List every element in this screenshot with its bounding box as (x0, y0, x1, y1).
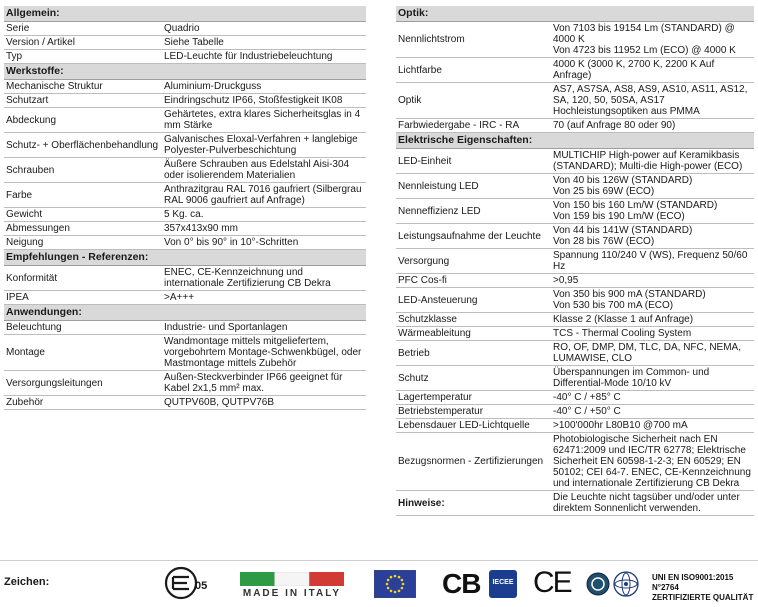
spec-label: Zubehör (4, 396, 162, 410)
left-spec-table (4, 6, 366, 410)
spec-value: Spannung 110/240 V (WS), Frequenz 50/60 Hz (551, 249, 754, 274)
spec-label: Mechanische Struktur (4, 80, 162, 94)
spec-row (396, 274, 754, 288)
cb-mark: CB (442, 568, 481, 599)
spec-row (396, 491, 754, 516)
spec-value: Gehärtetes, extra klares Sicherheitsglas in 4 mm Stärke (162, 108, 366, 133)
spec-value: Die Leuchte nicht tagsüber und/oder unter direktem Sonnenlicht verwenden. (551, 491, 754, 516)
spec-row (4, 36, 366, 50)
iecee-text: IECEE (492, 579, 514, 586)
spec-row (396, 22, 754, 58)
spec-value: 4000 K (3000 K, 2700 K, 2200 K Auf Anfrage) (551, 58, 754, 83)
footer-divider (0, 560, 758, 561)
spec-label: Lichtfarbe (396, 58, 551, 83)
spec-row (4, 183, 366, 208)
spec-value: QUTPV60B, QUTPV76B (162, 396, 366, 410)
spec-value: 357x413x90 mm (162, 222, 366, 236)
spec-value: MULTICHIP High-power auf Keramikbasis (STANDARD); Multi-die High-power (ECO) (551, 149, 754, 174)
spec-value: Aluminium-Druckguss (162, 80, 366, 94)
section-title: Allgemein: (4, 6, 366, 22)
signs-label: Zeichen: (4, 576, 50, 588)
iecee-mark (489, 570, 517, 598)
spec-row (396, 58, 754, 83)
spec-row (4, 108, 366, 133)
spec-label: Schutz (396, 366, 551, 391)
spec-value: Von 0° bis 90° in 10°-Schritten (162, 236, 366, 250)
spec-label: Betrieb (396, 341, 551, 366)
spec-row (396, 199, 754, 224)
spec-row (396, 224, 754, 249)
section-header (4, 64, 366, 80)
spec-row (396, 405, 754, 419)
spec-label: Betriebstemperatur (396, 405, 551, 419)
spec-row (4, 335, 366, 371)
spec-value: 70 (auf Anfrage 80 oder 90) (551, 119, 754, 133)
spec-row (396, 288, 754, 313)
spec-label: Schutz- + Oberflächenbehandlung (4, 133, 162, 158)
spec-value: RO, OF, DMP, DM, TLC, DA, NFC, NEMA, LUMAWISE, CLO (551, 341, 754, 366)
spec-row (396, 149, 754, 174)
spec-value: Von 350 bis 900 mA (STANDARD) Von 530 bis 700 mA (ECO) (551, 288, 754, 313)
spec-row (396, 119, 754, 133)
spec-label: Farbwiedergabe - IRC - RA (396, 119, 551, 133)
spec-value: >0,95 (551, 274, 754, 288)
spec-label: Typ (4, 50, 162, 64)
spec-value: Äußere Schrauben aus Edelstahl Aisi-304 oder isolierendem Materialien (162, 158, 366, 183)
spec-row (4, 80, 366, 94)
spec-label: Bezugsnormen - Zertifizierungen (396, 433, 551, 491)
section-header (396, 6, 754, 22)
spec-value: Wandmontage mittels mitgeliefertem, vorgebohrtem Montage-Schwenkbügel, oder Mastmontage mittels Zubehör (162, 335, 366, 371)
right-table (396, 6, 754, 516)
spec-value: -40° C / +50° C (551, 405, 754, 419)
spec-label: IPEA (4, 291, 162, 305)
spec-value: >100'000hr L80B10 @700 mA (551, 419, 754, 433)
section-header (4, 6, 366, 22)
spec-row (4, 396, 366, 410)
italy-flag-icon (240, 572, 344, 586)
spec-label: Abdeckung (4, 108, 162, 133)
spec-row (4, 222, 366, 236)
spec-label: Version / Artikel (4, 36, 162, 50)
spec-row (396, 419, 754, 433)
spec-value: Quadrio (162, 22, 366, 36)
ce-mark: CE (533, 566, 571, 599)
spec-value: Außen-Steckverbinder IP66 geeignet für Kabel 2x1,5 mm² max. (162, 371, 366, 396)
spec-label: Optik (396, 83, 551, 119)
section-header (4, 305, 366, 321)
spec-label: LED-Einheit (396, 149, 551, 174)
spec-value: Von 150 bis 160 Lm/W (STANDARD) Von 159 bis 190 Lm/W (ECO) (551, 199, 754, 224)
spec-value: Von 7103 bis 19154 Lm (STANDARD) @ 4000 K Von 4723 bis 11952 Lm (ECO) @ 4000 K (551, 22, 754, 58)
section-title: Werkstoffe: (4, 64, 366, 80)
made-in-italy-text: MADE IN ITALY (242, 588, 342, 599)
spec-row (4, 133, 366, 158)
section-title: Empfehlungen - Referenzen: (4, 250, 366, 266)
spec-label: Farbe (4, 183, 162, 208)
spec-label: Versorgungsleitungen (4, 371, 162, 396)
spec-row (4, 321, 366, 335)
section-title: Optik: (396, 6, 754, 22)
spec-row (4, 208, 366, 222)
section-title: Anwendungen: (4, 305, 366, 321)
spec-value: Siehe Tabelle (162, 36, 366, 50)
spec-value: Photobiologische Sicherheit nach EN 62471:2009 und IEC/TR 62778; Elektrische Sicherheit EN 60598-1-2-3; EN 60529; EN 50102; CEI 64-7. ENEC, CE-Kennzeichnung und internationale Zertifizierung CB Dekra (551, 433, 754, 491)
spec-value: LED-Leuchte für Industriebeleuchtung (162, 50, 366, 64)
spec-value: Von 40 bis 126W (STANDARD) Von 25 bis 69W (ECO) (551, 174, 754, 199)
spec-value: ENEC, CE-Kennzeichnung und internationale Zertifizierung CB Dekra (162, 266, 366, 291)
iso-certification (652, 573, 758, 603)
spec-label: LED-Ansteuerung (396, 288, 551, 313)
spec-value: Industrie- und Sportanlagen (162, 321, 366, 335)
spec-row (396, 249, 754, 274)
section-title: Elektrische Eigenschaften: (396, 133, 754, 149)
spec-value: Von 44 bis 141W (STANDARD) Von 28 bis 76W (ECO) (551, 224, 754, 249)
spec-row (4, 291, 366, 305)
spec-row (4, 266, 366, 291)
spec-value: 5 Kg. ca. (162, 208, 366, 222)
spec-label: Nennlichtstrom (396, 22, 551, 58)
enec-number: 05 (195, 580, 208, 592)
spec-value: -40° C / +85° C (551, 391, 754, 405)
spec-row (4, 236, 366, 250)
spec-value: Eindringschutz IP66, Stoßfestigkeit IK08 (162, 94, 366, 108)
spec-label: Versorgung (396, 249, 551, 274)
spec-value: AS7, AS7SA, AS8, AS9, AS10, AS11, AS12, SA, 120, 50, 50SA, AS17 Hochleistungsoptiken aus PMMA (551, 83, 754, 119)
spec-value: Klasse 2 (Klasse 1 auf Anfrage) (551, 313, 754, 327)
made-in-italy-mark (240, 572, 344, 602)
spec-label: Schrauben (4, 158, 162, 183)
certification-seal-icon (586, 568, 642, 600)
section-header (4, 250, 366, 266)
spec-row (4, 22, 366, 36)
spec-row (4, 158, 366, 183)
spec-row (396, 174, 754, 199)
spec-label: Gewicht (4, 208, 162, 222)
spec-row (4, 50, 366, 64)
spec-value: Galvanisches Eloxal-Verfahren + langlebige Polyester-Pulverbeschichtung (162, 133, 366, 158)
spec-row (4, 94, 366, 108)
spec-value: Überspannungen im Common- und Differential-Mode 10/10 kV (551, 366, 754, 391)
spec-label: Schutzklasse (396, 313, 551, 327)
spec-row (396, 366, 754, 391)
certification-seal (586, 568, 642, 605)
spec-label: Hinweise: (396, 491, 551, 516)
spec-row (396, 341, 754, 366)
spec-label: Abmessungen (4, 222, 162, 236)
spec-label: Nennleistung LED (396, 174, 551, 199)
iso-line-1: UNI EN ISO9001:2015 N°2764 (652, 573, 734, 592)
spec-label: Schutzart (4, 94, 162, 108)
spec-label: Neigung (4, 236, 162, 250)
spec-row (396, 83, 754, 119)
spec-label: PFC Cos-fi (396, 274, 551, 288)
spec-value: >A+++ (162, 291, 366, 305)
iso-line-2: ZERTIFIZIERTE QUALITÄT (652, 593, 754, 602)
spec-label: Leistungsaufnahme der Leuchte (396, 224, 551, 249)
left-table (4, 6, 366, 410)
spec-row (396, 313, 754, 327)
signs-footer (0, 560, 758, 607)
spec-label: Serie (4, 22, 162, 36)
spec-label: Konformität (4, 266, 162, 291)
spec-value: TCS - Thermal Cooling System (551, 327, 754, 341)
spec-row (396, 391, 754, 405)
enec-mark (163, 566, 215, 600)
spec-row (396, 433, 754, 491)
spec-row (4, 371, 366, 396)
spec-label: Beleuchtung (4, 321, 162, 335)
spec-row (396, 327, 754, 341)
eu-flag-mark (374, 570, 416, 603)
spec-value: Anthrazitgrau RAL 7016 gaufriert (Silbergrau RAL 9006 gaufriert auf Anfrage) (162, 183, 366, 208)
section-header (396, 133, 754, 149)
spec-label: Lagertemperatur (396, 391, 551, 405)
spec-label: Nenneffizienz LED (396, 199, 551, 224)
spec-label: Wärmeableitung (396, 327, 551, 341)
right-spec-table (396, 6, 754, 516)
spec-label: Lebensdauer LED-Lichtquelle (396, 419, 551, 433)
spec-label: Montage (4, 335, 162, 371)
eu-flag-icon (374, 570, 416, 598)
